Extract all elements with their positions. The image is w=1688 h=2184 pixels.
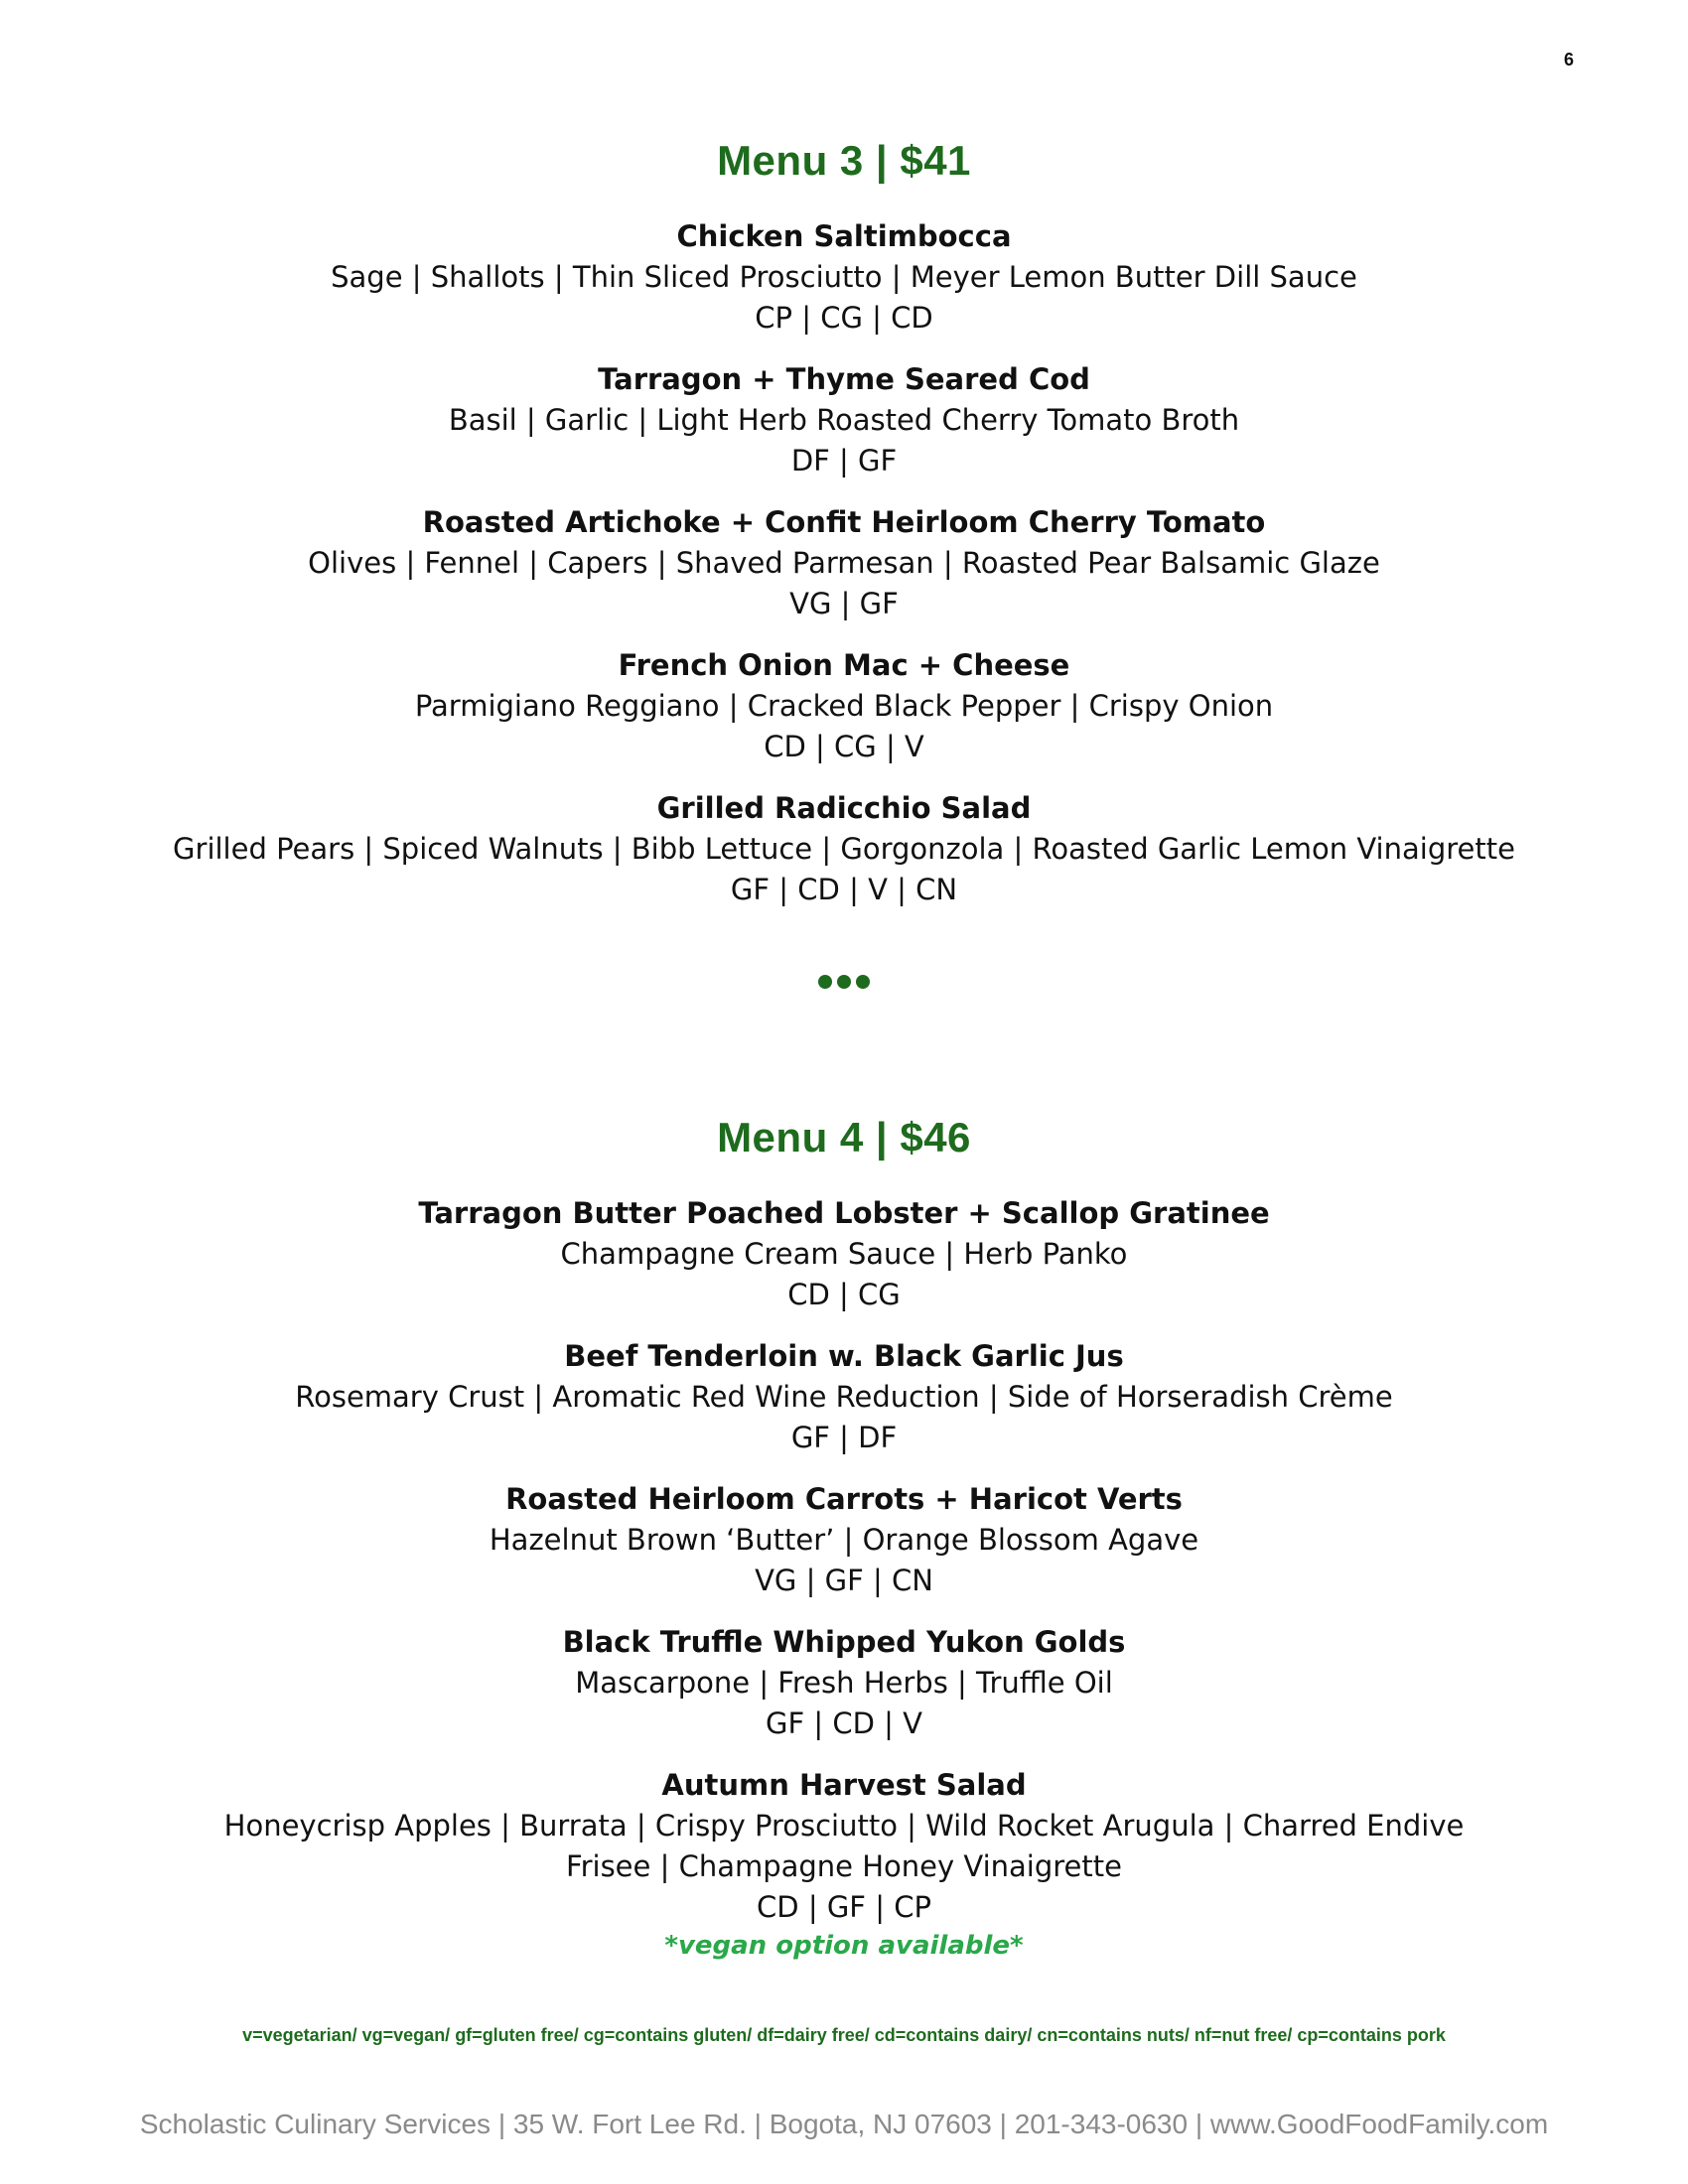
dish-description: Honeycrisp Apples | Burrata | Crispy Prosciutto | Wild Rocket Arugula | Charred Endive (223, 1809, 1465, 1843)
footer-contact: Scholastic Culinary Services | 35 W. Fort Lee Rd. | Bogota, NJ 07603 | 201-343-0630 | www.GoodFoodFamily.com (139, 2109, 1549, 2139)
dish-tags: DF | GF (790, 444, 898, 478)
dish-description: Grilled Pears | Spiced Walnuts | Bibb Lettuce | Gorgonzola | Roasted Garlic Lemon Vinaigrette (173, 832, 1515, 866)
dish-tags: CD | GF | CP (757, 1890, 931, 1924)
dish-name: Chicken Saltimbocca (676, 219, 1012, 253)
dish-tags: GF | DF (790, 1421, 898, 1454)
dish-item (0, 216, 1688, 339)
dish-item (0, 1622, 1688, 1744)
dish-name: Roasted Artichoke + Confit Heirloom Cherry Tomato (422, 505, 1266, 539)
dish-item (0, 788, 1688, 910)
dish-item (0, 1765, 1688, 1964)
vegan-option-note: *vegan option available* (664, 1931, 1024, 1961)
dish-item (0, 359, 1688, 481)
dish-tags: CD | CG (787, 1278, 901, 1311)
dish-tags: CP | CG | CD (755, 301, 933, 335)
separator-dot (837, 975, 851, 989)
dish-item (0, 1193, 1688, 1315)
dish-description: Sage | Shallots | Thin Sliced Prosciutto | Meyer Lemon Butter Dill Sauce (331, 260, 1357, 294)
page-number: 6 (1564, 50, 1575, 69)
menu-3-dishes (0, 216, 1688, 931)
menu-4-dishes (0, 1193, 1688, 1984)
dish-item (0, 502, 1688, 624)
dish-tags: CD | CG | V (764, 730, 924, 763)
dish-description: Champagne Cream Sauce | Herb Panko (560, 1237, 1128, 1271)
menu-4-title: Menu 4 | $46 (717, 1114, 971, 1160)
dish-item (0, 1479, 1688, 1601)
dish-item (0, 1336, 1688, 1458)
dietary-legend: v=vegetarian/ vg=vegan/ gf=gluten free/ cg=contains gluten/ df=dairy free/ cd=contains dairy/ cn=contains nuts/ nf=nut free/ cp=contains pork (242, 2025, 1446, 2045)
separator-dot (856, 975, 870, 989)
menu-3-title: Menu 3 | $41 (717, 137, 971, 184)
dish-description-continued: Frisee | Champagne Honey Vinaigrette (566, 1849, 1122, 1883)
dish-name: Tarragon + Thyme Seared Cod (598, 362, 1090, 396)
dish-tags: VG | GF (789, 587, 899, 620)
dish-item (0, 645, 1688, 767)
dish-name: Tarragon Butter Poached Lobster + Scallop Gratinee (418, 1196, 1270, 1230)
dish-name: Black Truffle Whipped Yukon Golds (562, 1625, 1126, 1659)
dish-description: Olives | Fennel | Capers | Shaved Parmesan | Roasted Pear Balsamic Glaze (308, 546, 1380, 580)
dish-tags: GF | CD | V (766, 1706, 922, 1740)
dish-name: Beef Tenderloin w. Black Garlic Jus (564, 1339, 1124, 1373)
dish-name: French Onion Mac + Cheese (618, 648, 1070, 682)
dish-description: Rosemary Crust | Aromatic Red Wine Reduction | Side of Horseradish Crème (295, 1380, 1393, 1414)
dish-name: Roasted Heirloom Carrots + Haricot Verts (505, 1482, 1183, 1516)
dish-name: Grilled Radicchio Salad (656, 791, 1032, 825)
separator-dot (818, 975, 832, 989)
section-separator (0, 975, 1688, 989)
dish-name: Autumn Harvest Salad (661, 1768, 1027, 1802)
dish-description: Parmigiano Reggiano | Cracked Black Pepper | Crispy Onion (414, 689, 1274, 723)
dish-description: Basil | Garlic | Light Herb Roasted Cherry Tomato Broth (448, 403, 1240, 437)
dish-description: Hazelnut Brown ‘Butter’ | Orange Blossom Agave (489, 1523, 1199, 1557)
dish-tags: VG | GF | CN (755, 1564, 933, 1597)
dish-description: Mascarpone | Fresh Herbs | Truffle Oil (575, 1666, 1113, 1700)
dish-tags: GF | CD | V | CN (730, 873, 958, 906)
